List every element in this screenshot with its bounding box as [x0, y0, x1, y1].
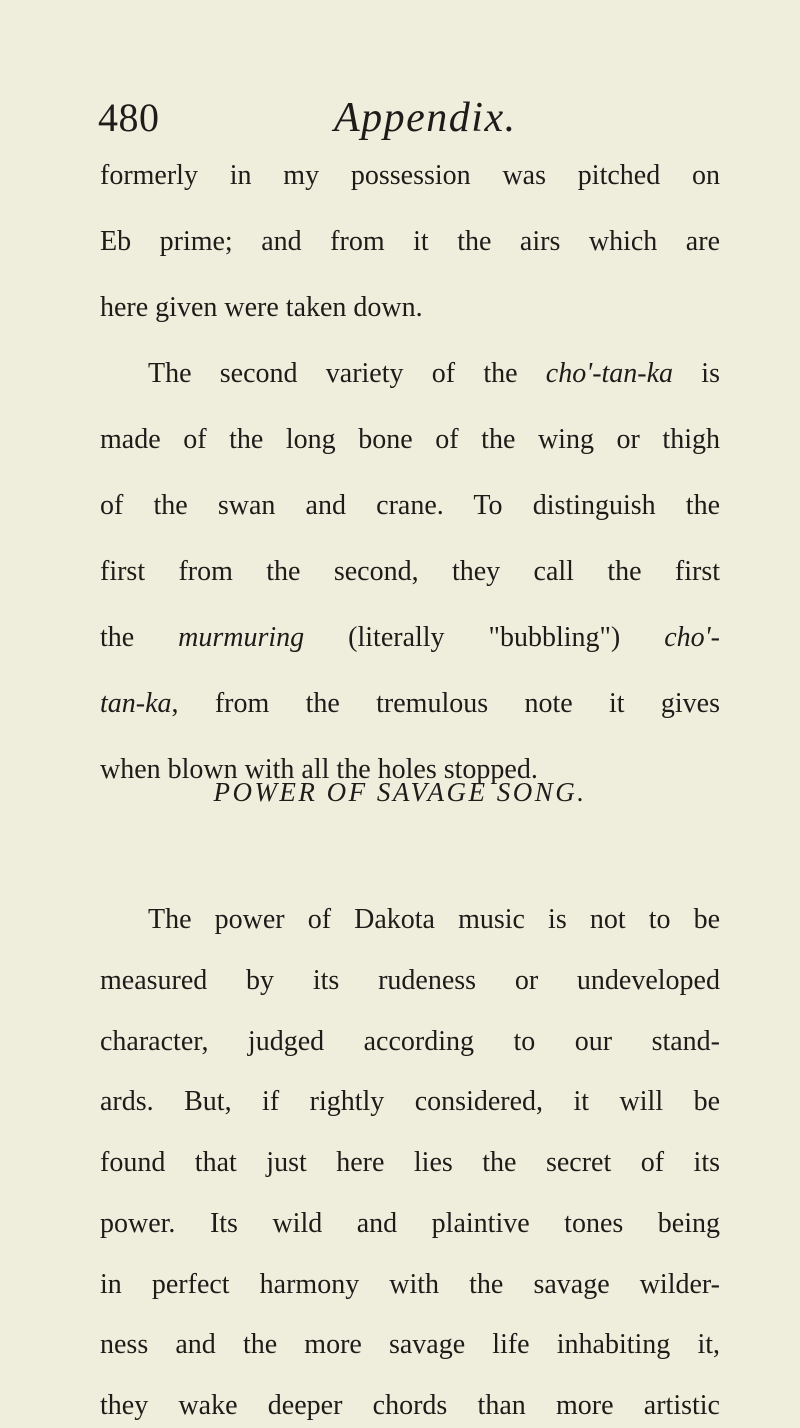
paragraph3-line: found that just here lies the secret of its: [100, 1147, 720, 1178]
text-run: is: [673, 358, 720, 389]
italic-term: tan-ka: [100, 688, 172, 719]
paragraph2-line: [148, 356, 720, 392]
section-heading: POWER OF SAVAGE SONG.: [213, 777, 587, 807]
italic-term: cho'-: [664, 622, 720, 653]
page-number: 480: [98, 95, 160, 140]
text-run: the: [100, 622, 179, 653]
text-run: , from the tremulous note it gives: [171, 688, 720, 719]
paragraph1-line: here given were taken down.: [100, 292, 423, 323]
paragraph3-line: they wake deeper chords than more artistic: [100, 1390, 720, 1421]
paragraph2-line: when blown with all the holes stopped.: [100, 754, 538, 785]
paragraph2-line: [100, 620, 720, 656]
italic-term: cho'-tan-ka: [545, 358, 674, 389]
running-title: Appendix.: [334, 95, 517, 141]
running-head: [98, 90, 718, 146]
paragraph3-line: character, judged according to our stand-: [100, 1025, 720, 1057]
paragraph2-line: [100, 686, 720, 722]
paragraph3-line: ness and the more savage life inhabiting it,: [100, 1329, 720, 1361]
paragraph3-line: power. Its wild and plaintive tones being: [100, 1207, 720, 1239]
paragraph2-line: first from the second, they call the first: [100, 556, 720, 587]
paragraph3-line: measured by its rudeness or undeveloped: [100, 964, 720, 996]
paragraph2-line: of the swan and crane. To distinguish the: [100, 490, 720, 521]
paragraph3-line: ards. But, if rightly considered, it will be: [100, 1086, 720, 1118]
text-run: (literally "bubbling"): [304, 622, 665, 653]
paragraph3-line: The power of Dakota music is not to be: [148, 904, 720, 935]
paragraph1-line: Eb prime; and from it the airs which are: [100, 226, 720, 257]
italic-term: murmuring: [178, 622, 305, 653]
paragraph1-line: formerly in my possession was pitched on: [100, 160, 720, 191]
paragraph2-line: made of the long bone of the wing or thigh: [100, 424, 720, 455]
text-run: The second variety of the: [148, 358, 546, 389]
paragraph3-line: in perfect harmony with the savage wilder-: [100, 1268, 720, 1300]
